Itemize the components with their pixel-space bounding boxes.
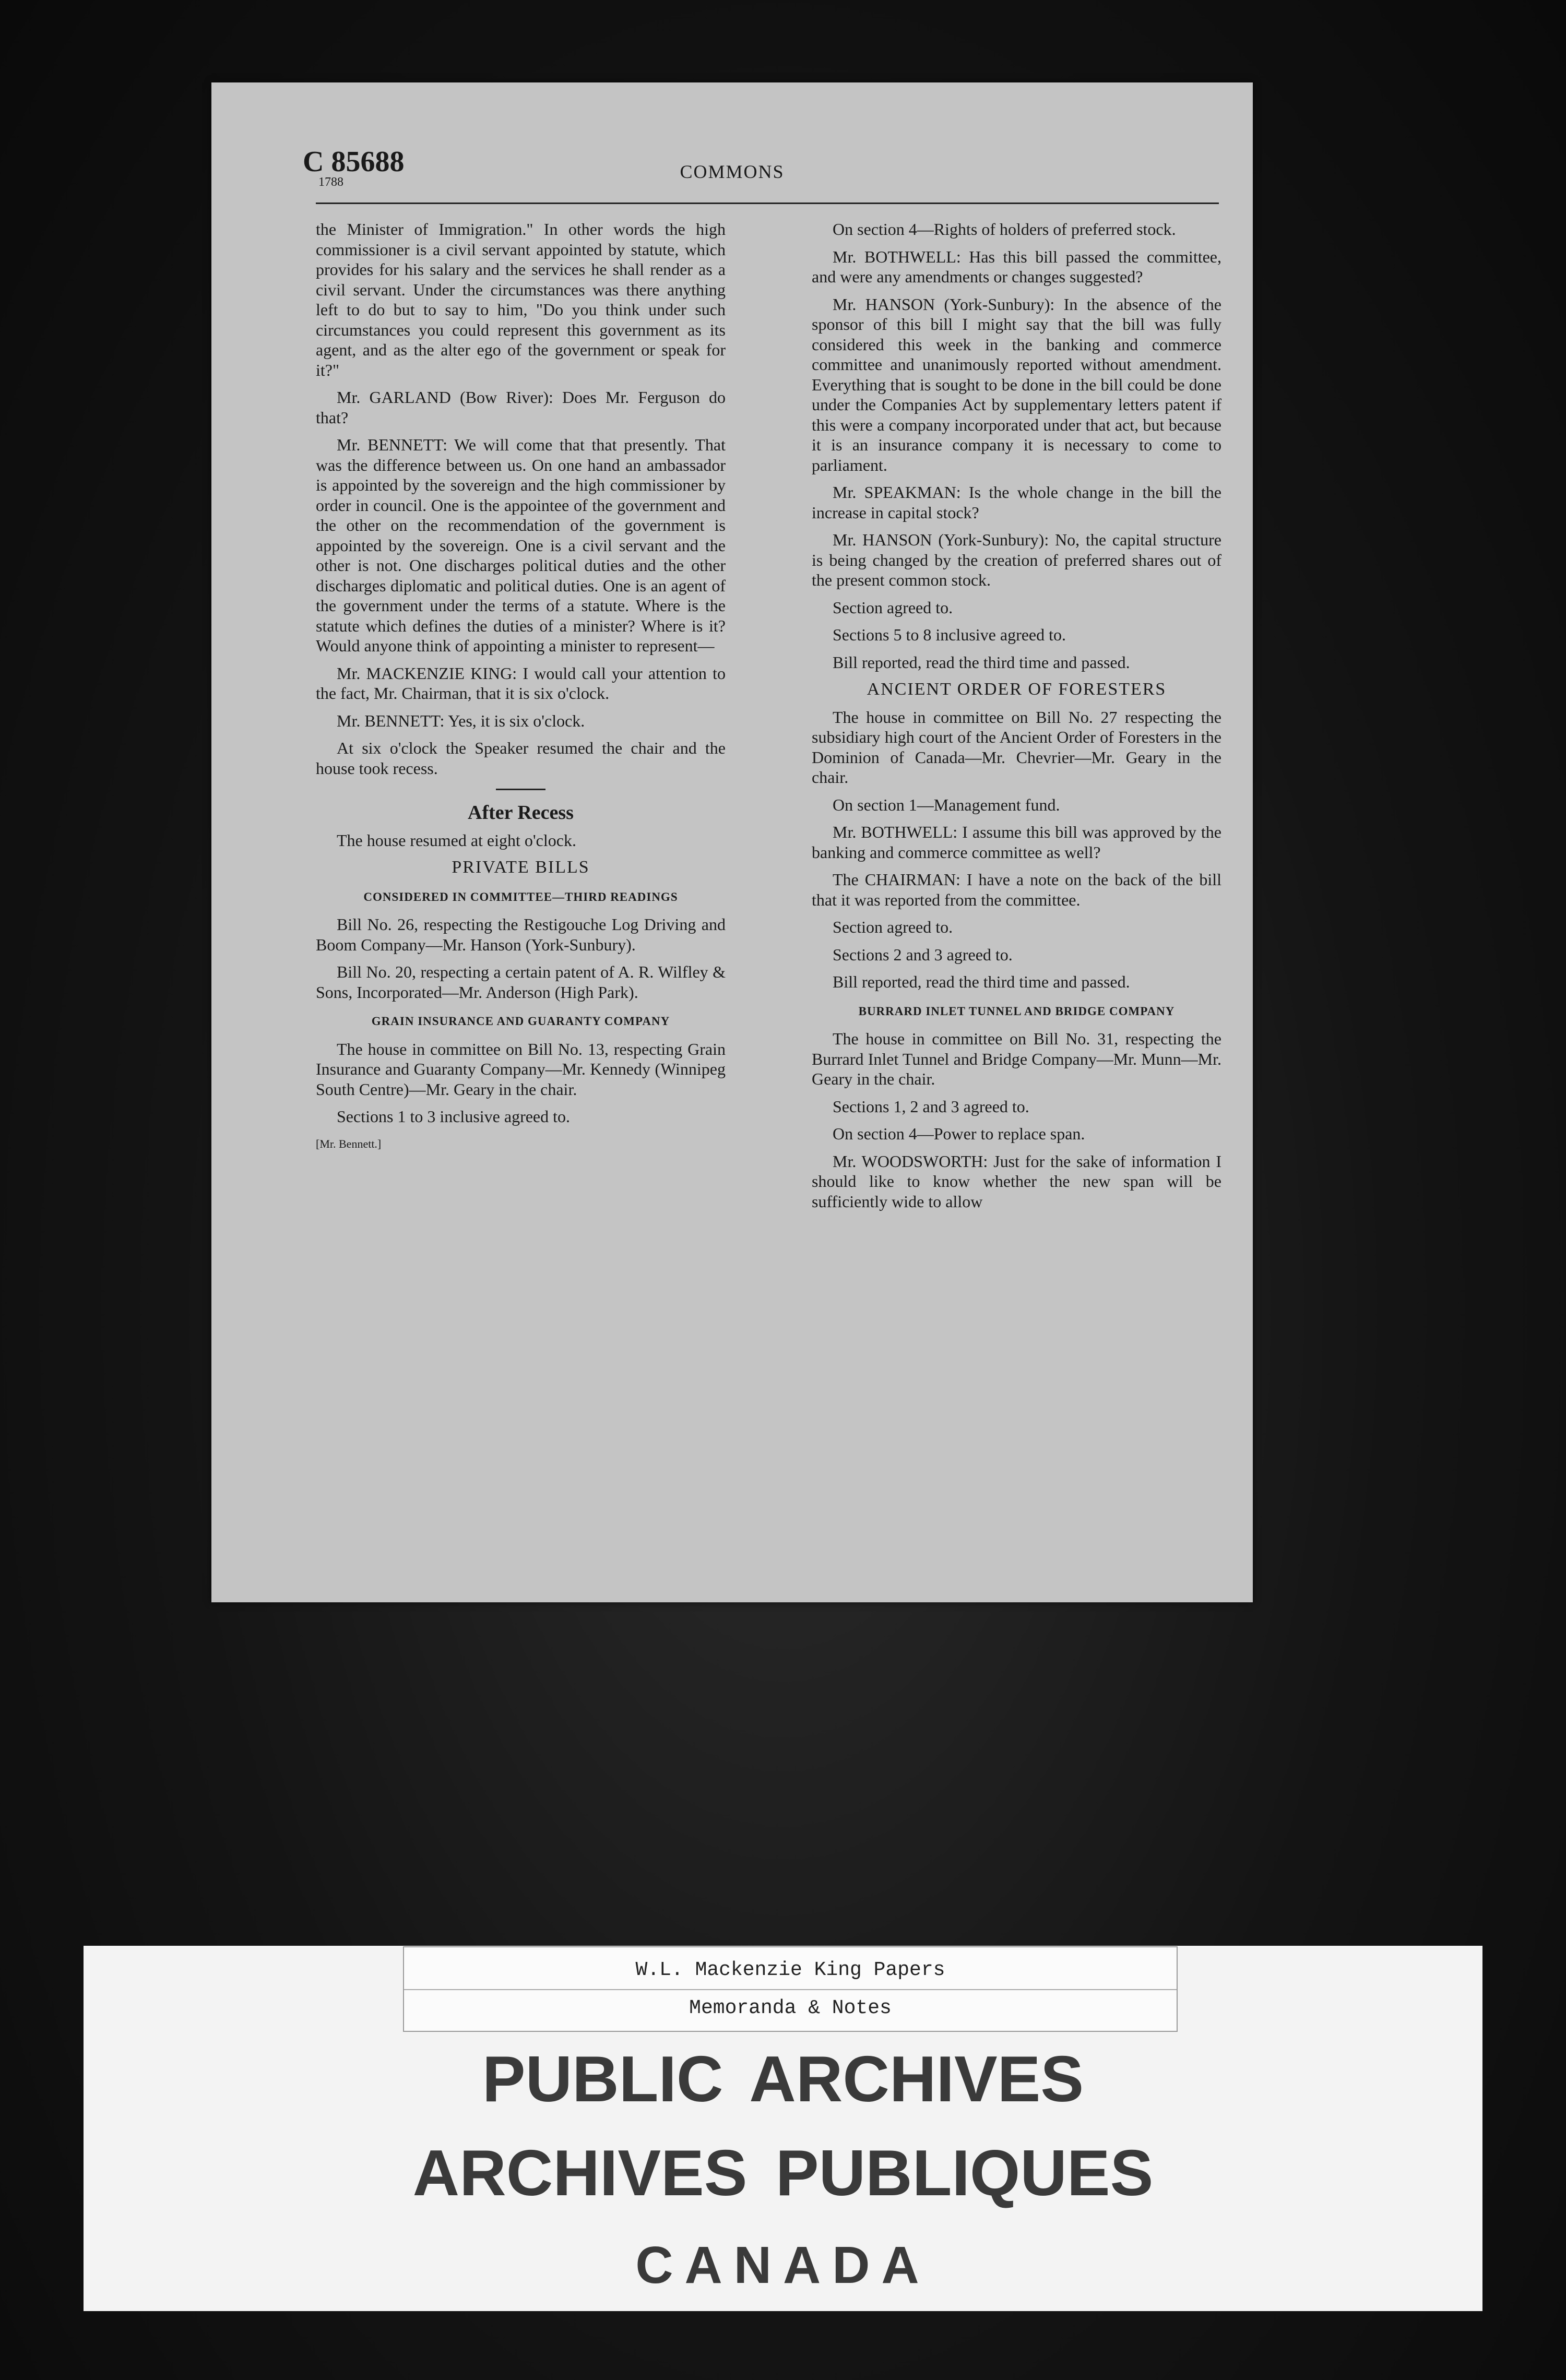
paragraph: the Minister of Immigration." In other words the high commissioner is a civil servant appointed by statute, which provides for his salary and the services he shall render as a civil servant. Under the circumstances was there anything left to do but to say to him, "Do you think under such circumstances you could represent this government as its agent, and as the alter ego of the government or speak for it?": [316, 220, 726, 379]
archive-name-en: PUBLIC ARCHIVES: [482, 2043, 1084, 2115]
tag-divider: [404, 1989, 1177, 1990]
paragraph: Mr. HANSON (York-Sunbury): No, the capital structure is being changed by the creation of preferred shares out of the present common stock.: [812, 530, 1221, 589]
section-divider: [496, 789, 545, 790]
section-heading: GRAIN INSURANCE AND GUARANTY COMPANY: [371, 1015, 670, 1028]
paragraph: Bill reported, read the third time and passed.: [833, 972, 1130, 991]
paragraph: Bill No. 26, respecting the Restigouche Log Driving and Boom Company—Mr. Hanson (York-Sunbury).: [316, 915, 726, 954]
paragraph: Mr. BENNETT: Yes, it is six o'clock.: [337, 711, 585, 730]
right-column: [812, 219, 1221, 1219]
page-header-title: COMMONS: [680, 161, 785, 182]
collection-series: Memoranda & Notes: [689, 1997, 892, 2019]
footer-note: [Mr. Bennett.]: [316, 1137, 382, 1150]
collection-tag: [403, 1946, 1178, 2032]
paragraph: Mr. BOTHWELL: Has this bill passed the committee, and were any amendments or changes suggested?: [812, 247, 1221, 286]
archive-label: [84, 1946, 1482, 2311]
paragraph: Mr. MACKENZIE KING: I would call your attention to the fact, Mr. Chairman, that it is six o'clock.: [316, 663, 726, 703]
paragraph: Sections 5 to 8 inclusive agreed to.: [833, 625, 1066, 644]
paragraph: The house resumed at eight o'clock.: [337, 830, 576, 850]
section-heading: After Recess: [468, 802, 574, 824]
paragraph: Mr. BENNETT: We will come that that presently. That was the difference between us. On one hand an ambassador is appointed by the sovereign and the high commissioner by order in council. One is the appointee of the government and the other on the recommendation of the government is appointed by the sovereign. One is a civil servant and the other is not. One discharges political duties and the other discharges diplomatic and political duties. One is an agent of the government under the terms of a statute. Where is the statute which defines the duties of a minister? Where is it? Would anyone think of appointing a minister to represent—: [316, 435, 726, 655]
paragraph: Mr. WOODSWORTH: Just for the sake of information I should like to know whether the new span will be sufficiently wide to allow: [812, 1151, 1221, 1211]
header-rule: [316, 203, 1219, 204]
paragraph: Sections 2 and 3 agreed to.: [833, 945, 1013, 964]
paragraph: At six o'clock the Speaker resumed the chair and the house took recess.: [316, 739, 726, 778]
paragraph: The CHAIRMAN: I have a note on the back of the bill that it was reported from the committee.: [812, 870, 1221, 909]
paragraph: On section 1—Management fund.: [833, 795, 1060, 814]
paragraph: On section 4—Power to replace span.: [833, 1124, 1085, 1143]
stamp-number: C 85688: [303, 146, 405, 178]
paragraph: Mr. GARLAND (Bow River): Does Mr. Ferguson do that?: [316, 388, 726, 427]
section-heading: PRIVATE BILLS: [452, 858, 590, 877]
paragraph: Bill No. 20, respecting a certain patent of A. R. Wilfley & Sons, Incorporated—Mr. Anderson (High Park).: [316, 962, 726, 1002]
section-heading: BURRARD INLET TUNNEL AND BRIDGE COMPANY: [858, 1004, 1175, 1018]
paragraph: The house in committee on Bill No. 27 respecting the subsidiary high court of the Ancient Order of Foresters in the Dominion of Canada—Mr. Chevrier—Mr. Geary in the chair.: [812, 707, 1221, 787]
paragraph: Sections 1 to 3 inclusive agreed to.: [337, 1107, 571, 1126]
paragraph: Bill reported, read the third time and passed.: [833, 652, 1130, 672]
document-page: [211, 82, 1253, 1602]
paragraph: The house in committee on Bill No. 13, respecting Grain Insurance and Guaranty Company—Mr. Kennedy (Winnipeg South Centre)—Mr. Geary in the chair.: [316, 1039, 726, 1099]
left-column: [316, 219, 726, 1161]
paragraph: Section agreed to.: [833, 598, 953, 617]
paragraph: On section 4—Rights of holders of preferred stock.: [833, 220, 1176, 239]
section-heading: CONSIDERED IN COMMITTEE—THIRD READINGS: [363, 890, 678, 903]
section-heading: ANCIENT ORDER OF FORESTERS: [867, 680, 1167, 699]
paragraph: Section agreed to.: [833, 918, 953, 936]
archive-country: CANADA: [635, 2236, 931, 2294]
paragraph: Mr. BOTHWELL: I assume this bill was approved by the banking and commerce committee as well?: [812, 823, 1221, 862]
collection-name: W.L. Mackenzie King Papers: [635, 1959, 945, 1981]
paragraph: Mr. SPEAKMAN: Is the whole change in the bill the increase in capital stock?: [812, 483, 1221, 522]
paragraph: The house in committee on Bill No. 31, respecting the Burrard Inlet Tunnel and Bridge Company—Mr. Munn—Mr. Geary in the chair.: [812, 1029, 1221, 1088]
archive-name-fr: ARCHIVES PUBLIQUES: [412, 2137, 1154, 2209]
paragraph: Sections 1, 2 and 3 agreed to.: [833, 1097, 1029, 1116]
page-number: 1788: [318, 175, 343, 189]
paragraph: Mr. HANSON (York-Sunbury): In the absence of the sponsor of this bill I might say that the bill was fully considered this week in the banking and commerce committee and unanimously reported without amendment. Everything that is sought to be done in the bill could be done under the Companies Act by supplementary letters patent if this were a company incorporated under that act, but because it is an insurance company it is necessary to come to parliament.: [812, 294, 1221, 474]
